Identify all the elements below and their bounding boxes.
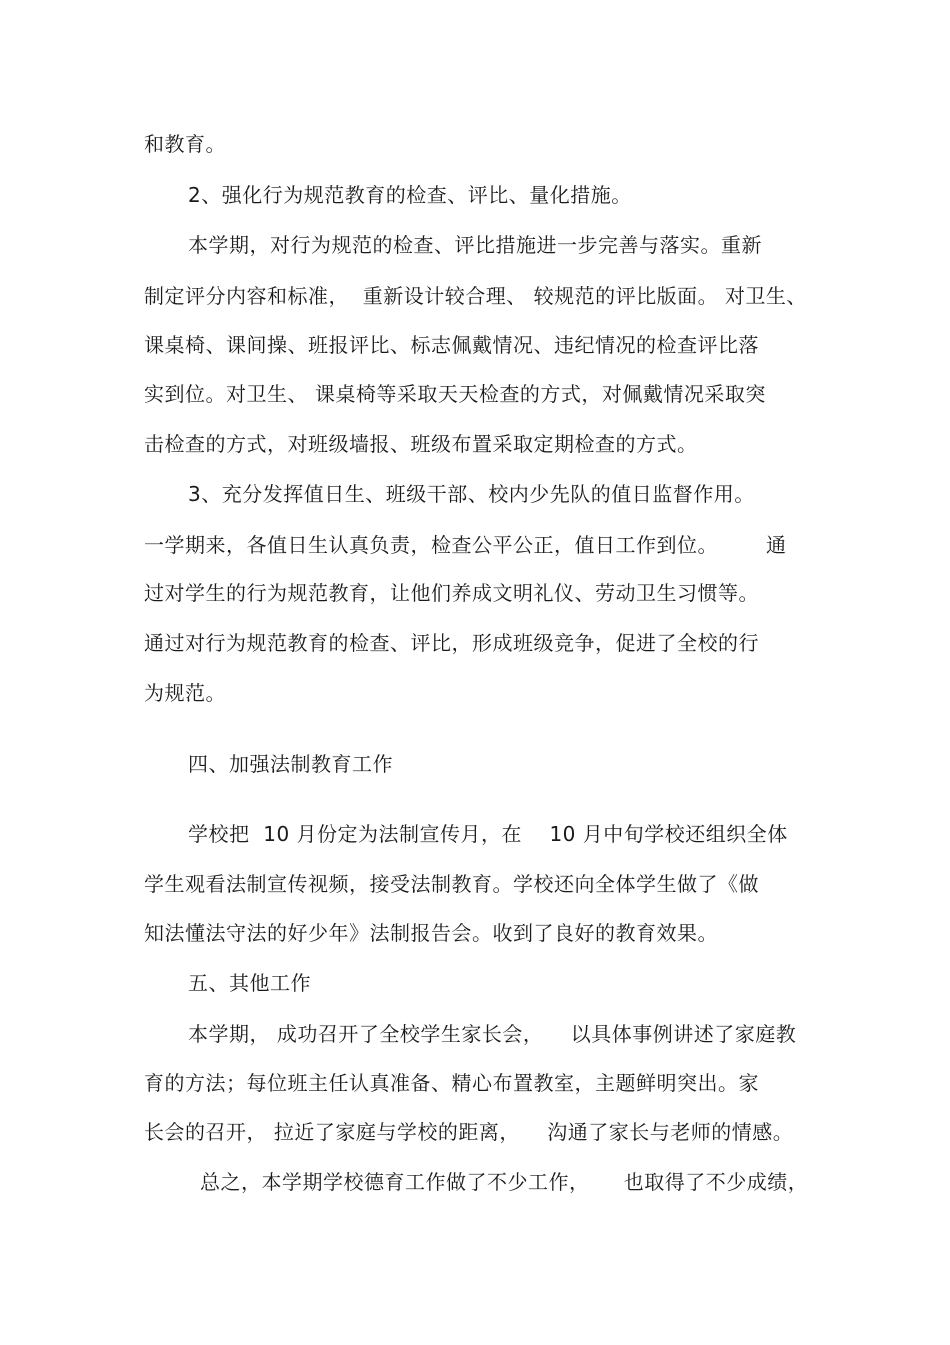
- paragraph-line: 一学期来，各值日生认真负责，检查公平公正，值日工作到位。 通: [144, 533, 787, 557]
- paragraph-line: 长会的召开， 拉近了家庭与学校的距离， 沟通了家长与老师的情感。: [144, 1120, 794, 1144]
- paragraph-line: 通过对行为规范教育的检查、评比，形成班级竞争，促进了全校的行: [144, 631, 759, 655]
- paragraph-line: 育的方法；每位班主任认真准备、精心布置教室，主题鲜明突出。家: [144, 1071, 759, 1095]
- paragraph-line: 课桌椅、课间操、班报评比、标志佩戴情况、违纪情况的检查评比落: [144, 333, 759, 357]
- paragraph-line: 本学期，对行为规范的检查、评比措施进一步完善与落实。重新: [188, 233, 762, 257]
- paragraph-line: 和教育。: [144, 132, 226, 156]
- paragraph-line: 过对学生的行为规范教育，让他们养成文明礼仪、劳动卫生习惯等。: [144, 581, 759, 605]
- conclusion-line: 总之，本学期学校德育工作做了不少工作， 也取得了不少成绩，: [200, 1170, 809, 1194]
- paragraph-line: 学生观看法制宣传视频，接受法制教育。学校还向全体学生做了《做: [144, 872, 759, 896]
- section-heading-four: 四、加强法制教育工作: [188, 752, 393, 776]
- paragraph-line: 知法懂法守法的好少年》法制报告会。收到了良好的教育效果。: [144, 921, 718, 945]
- section-heading-five: 五、其他工作: [188, 971, 311, 995]
- paragraph-line: 本学期， 成功召开了全校学生家长会， 以具体事例讲述了家庭教: [188, 1022, 797, 1046]
- paragraph-line: 实到位。对卫生、 课桌椅等采取天天检查的方式，对佩戴情况采取突: [144, 382, 766, 406]
- paragraph-line: 为规范。: [144, 681, 226, 705]
- section-heading-3: 3、充分发挥值日生、班级干部、校内少先队的值日监督作用。: [188, 482, 755, 506]
- section-heading-2: 2、强化行为规范教育的检查、评比、量化措施。: [188, 183, 632, 207]
- paragraph-line: 制定评分内容和标准， 重新设计较合理、 较规范的评比版面。 对卫生、: [144, 284, 807, 308]
- paragraph-line: 学校把 10 月份定为法制宣传月，在 10 月中旬学校还组织全体: [188, 822, 788, 846]
- paragraph-line: 击检查的方式，对班级墙报、班级布置采取定期检查的方式。: [144, 432, 698, 456]
